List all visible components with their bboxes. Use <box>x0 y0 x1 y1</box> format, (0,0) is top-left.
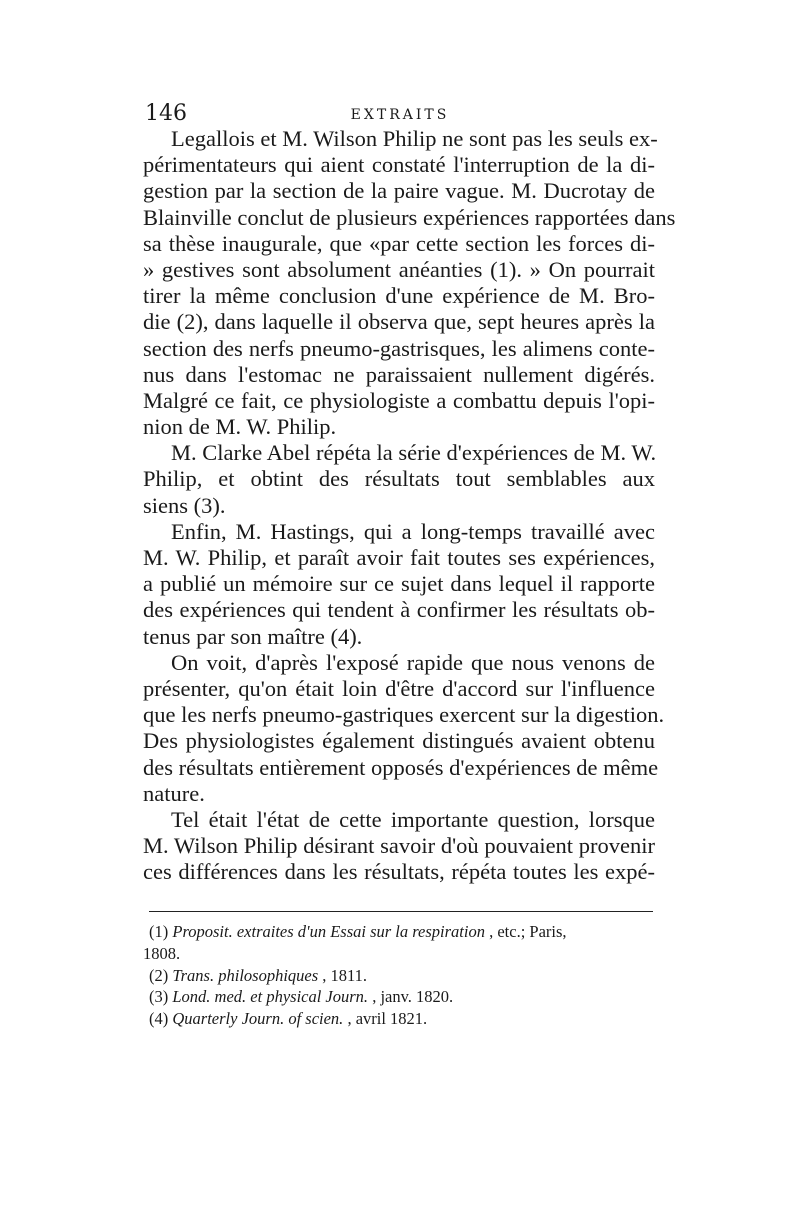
text-line: tirer la même conclusion d'une expérience de M. Bro- <box>143 283 655 309</box>
text-line: des expériences qui tendent à confirmer les résultats ob- <box>143 597 655 623</box>
text-line: M. Clarke Abel répéta la série d'expériences de M. W. <box>171 440 657 466</box>
text-line: des résultats entièrement opposés d'expériences de même <box>143 754 659 780</box>
text-line: Legallois et M. Wilson Philip ne sont pas les seuls ex- <box>171 126 658 151</box>
footnote-rest: , janv. 1820. <box>372 987 454 1007</box>
footnote-3 <box>143 986 655 1008</box>
text-line: Malgré ce fait, ce physiologiste a combattu depuis l'opi- <box>143 387 655 413</box>
footnote-mark: (1) <box>149 922 169 941</box>
text-line: tenus par son maître (4). <box>143 623 363 649</box>
footnote-rest: , avril 1821. <box>347 1009 428 1029</box>
footnote-title: Trans. philosophiques <box>172 965 319 985</box>
text-line: Tel était l'état de cette importante question, lorsque <box>171 806 655 832</box>
text-line: gestion par la section de la paire vague. M. Ducrotay de <box>143 178 655 204</box>
text-line: Blainville conclut de plusieurs expériences rapportées dans <box>143 204 676 230</box>
footnote-title: Proposit. extraites d'un Essai sur la respiration <box>172 922 485 941</box>
text-line: On voit, d'après l'exposé rapide que nous venons de <box>171 649 655 675</box>
footnote-2 <box>143 965 655 987</box>
text-line: Enfin, M. Hastings, qui a long-temps travaillé avec <box>171 518 655 544</box>
text-line: a publié un mémoire sur ce sujet dans lequel il rapporte <box>143 571 655 597</box>
text-line: nus dans l'estomac ne paraissaient nullement digérés. <box>143 361 655 387</box>
footnote-mark: (2) <box>149 965 169 985</box>
footnote-1 <box>143 921 655 943</box>
footnote-title: Quarterly Journ. of scien. <box>172 1009 344 1029</box>
text-line: M. Wilson Philip désirant savoir d'où pouvaient provenir <box>143 833 655 859</box>
footnotes <box>143 921 655 1030</box>
text-line: section des nerfs pneumo-gastrisques, les alimens conte- <box>143 335 655 361</box>
footnote-1-continued: 1808. <box>143 943 181 963</box>
text-line: nion de M. W. Philip. <box>143 414 337 440</box>
text-line: présenter, qu'on était loin d'être d'accord sur l'influence <box>143 675 655 701</box>
footnote-mark: (4) <box>149 1009 169 1029</box>
text-line: Philip, et obtint des résultats tout semblables aux <box>143 466 655 492</box>
footnote-rest: , 1811. <box>322 965 368 985</box>
text-line: ces différences dans les résultats, répéta toutes les expé- <box>143 859 655 885</box>
footnote-title: Lond. med. et physical Journ. <box>172 987 369 1007</box>
body-text <box>143 126 676 885</box>
text-line: Des physiologistes également distingués avaient obtenu <box>143 728 655 754</box>
running-head: EXTRAITS <box>350 107 450 123</box>
page-number: 146 <box>145 101 187 126</box>
footnote-mark: (3) <box>149 987 169 1007</box>
text-line: die (2), dans laquelle il observa que, sept heures après la <box>143 309 655 335</box>
text-line: » gestives sont absolument anéanties (1). » On pourrait <box>143 256 655 282</box>
page-header <box>145 102 655 126</box>
footnote-4 <box>143 1008 655 1030</box>
footnote-rule <box>149 911 653 912</box>
text-line: siens (3). <box>143 492 226 518</box>
footnote-rest: , etc.; Paris, <box>489 922 567 941</box>
text-line: nature. <box>143 780 205 806</box>
text-line: périmentateurs qui aient constaté l'interruption de la di- <box>143 152 655 178</box>
text-line: M. W. Philip, et paraît avoir fait toutes ses expériences, <box>143 545 655 570</box>
text-line: que les nerfs pneumo-gastriques exercent sur la digestion. <box>143 702 665 728</box>
text-line: sa thèse inaugurale, que «par cette section les forces di- <box>143 230 655 256</box>
